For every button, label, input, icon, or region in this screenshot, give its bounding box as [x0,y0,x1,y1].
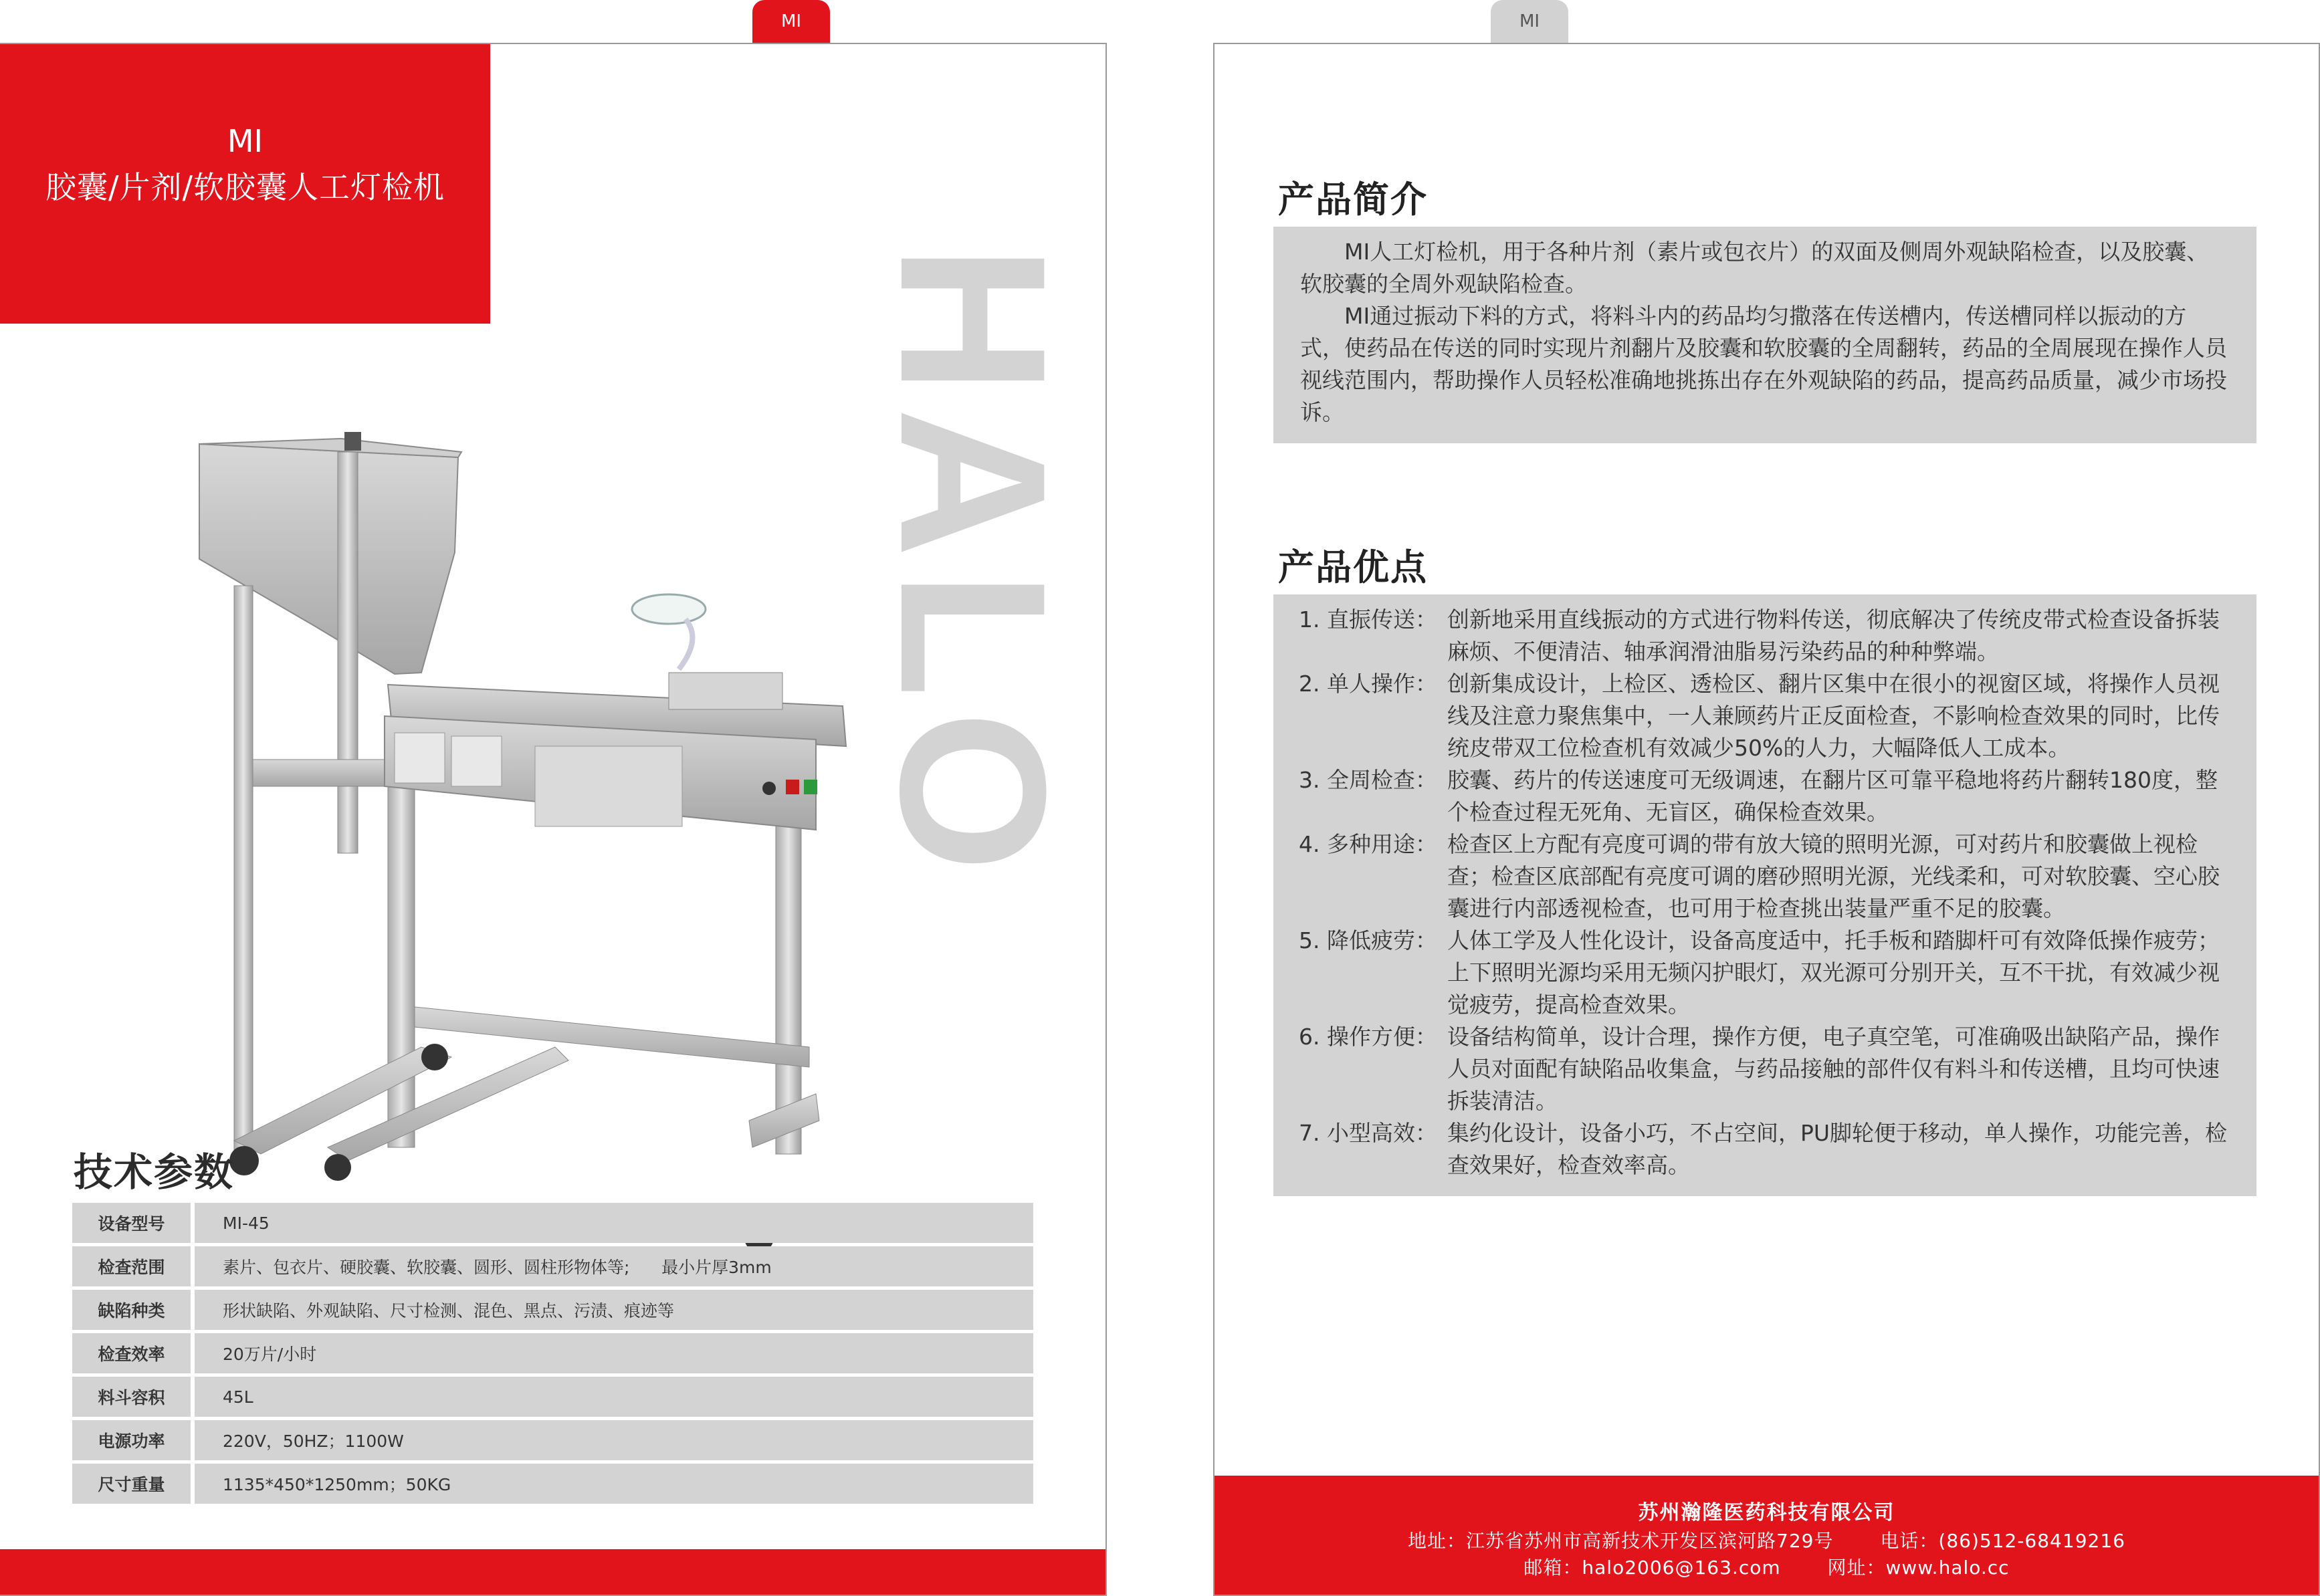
footer-company: 苏州瀚隆医药科技有限公司 [1638,1501,1895,1524]
advantage-text: 设备结构简单，设计合理，操作方便，电子真空笔，可准确吸出缺陷产品，操作人员对面配有缺陷品收集盒，与药品接触的部件仅有料斗和传送槽，且均可快速拆装清洁。 [1447,1024,2220,1114]
page-tab-right: MI [1491,0,1568,43]
spec-key: 尺寸重量 [72,1464,195,1504]
advantages-box [1273,594,2256,1196]
model-code: MI [227,123,263,159]
list-item [1299,604,2236,668]
spec-value: 45L [195,1377,1033,1417]
page-tab-left: MI [752,0,830,43]
advantage-label: 3. 全周检查： [1299,767,1437,793]
advantage-text: 检查区上方配有亮度可调的带有放大镜的照明光源，可对药片和胶囊做上视检查；检查区底部配有亮度可调的磨砂照明光源，光线柔和，可对软胶囊、空心胶囊进行内部透视检查，也可用于检查挑出装量严重不足的胶囊。 [1447,831,2220,921]
table-row [72,1377,1033,1417]
advantage-text: 胶囊、药片的传送速度可无级调速，在翻片区可靠平稳地将药片翻转180度，整个检查过程无死角、无盲区，确保检查效果。 [1447,767,2218,825]
spec-key: 电源功率 [72,1420,195,1460]
bottom-bar [0,1549,1105,1595]
left-page [0,43,1107,1596]
title-block [0,44,490,324]
list-item [1299,1021,2236,1117]
list-item [1299,668,2236,764]
table-row [72,1290,1033,1330]
footer-address: 地址：江苏省苏州市高新技术开发区滨河路729号 [1408,1530,1834,1552]
spec-table [72,1200,1033,1507]
advantage-text: 人体工学及人性化设计，设备高度适中，托手板和踏脚杆可有效降低操作疲劳；上下照明光源均采用无频闪护眼灯，双光源可分别开关，互不干扰，有效减少视觉疲劳，提高检查效果。 [1447,927,2220,1018]
spec-value: 20万片/小时 [195,1333,1033,1373]
table-row [72,1203,1033,1243]
intro-box [1273,227,2256,443]
footer-phone: 电话：(86)512-68419216 [1880,1530,2125,1552]
spec-value: MI-45 [195,1203,1033,1243]
list-item [1299,1117,2236,1181]
spec-key: 检查效率 [72,1333,195,1373]
spec-key: 缺陷种类 [72,1290,195,1330]
advantage-text: 集约化设计，设备小巧，不占空间，PU脚轮便于移动，单人操作，功能完善，检查效果好，检查效率高。 [1447,1120,2228,1178]
advantage-label: 1. 直振传送： [1299,606,1437,633]
spec-key: 检查范围 [72,1246,195,1286]
table-row [72,1333,1033,1373]
advantage-label: 7. 小型高效： [1299,1120,1437,1146]
intro-paragraph: MI通过振动下料的方式，将料斗内的药品均匀撒落在传送槽内，传送槽同样以振动的方式，使药品在传送的同时实现片剂翻片及胶囊和软胶囊的全周翻转，药品的全周展现在操作人员视线范围内，帮助操作人员轻松准确地挑拣出存在外观缺陷的药品，提高药品质量，减少市场投诉。 [1300,303,2227,425]
list-item [1299,764,2236,828]
right-page [1213,43,2320,1596]
advantage-label: 2. 单人操作： [1299,671,1437,697]
spec-key: 料斗容积 [72,1377,195,1417]
advantage-text: 创新地采用直线振动的方式进行物料传送，彻底解决了传统皮带式检查设备拆装麻烦、不便清洁、轴承润滑油脂易污染药品的种种弊端。 [1447,606,2220,665]
spec-key: 设备型号 [72,1203,195,1243]
advantages-heading: 产品优点 [1278,546,1428,588]
spec-value: 220V，50HZ；1100W [195,1420,1033,1460]
footer-email: 邮箱：halo2006@163.com [1523,1557,1781,1579]
spec-value: 1135*450*1250mm；50KG [195,1464,1033,1504]
spec-value: 素片、包衣片、硬胶囊、软胶囊、圆形、圆柱形物体等; 最小片厚3mm [195,1246,1033,1286]
advantage-text: 创新集成设计，上检区、透检区、翻片区集中在很小的视窗区域，将操作人员视线及注意力聚焦集中，一人兼顾药片正反面检查，不影响检查效果的同时，比传统皮带双工位检查机有效减少50%的人力，大幅降低人工成本。 [1447,671,2220,761]
machine-photo [194,385,856,1254]
footer [1215,1476,2319,1595]
table-row [72,1464,1033,1504]
advantage-label: 4. 多种用途： [1299,831,1437,857]
footer-website[interactable]: 网址：www.halo.cc [1827,1557,2010,1579]
intro-heading: 产品简介 [1278,179,1428,221]
spec-heading: 技术参数 [74,1149,235,1195]
spec-value: 形状缺陷、外观缺陷、尺寸检测、混色、黑点、污渍、痕迹等 [195,1290,1033,1330]
advantage-label: 6. 操作方便： [1299,1024,1437,1050]
intro-paragraph: MI人工灯检机，用于各种片剂（素片或包衣片）的双面及侧周外观缺陷检查，以及胶囊、软胶囊的全周外观缺陷检查。 [1300,239,2209,297]
product-name: 胶囊/片剂/软胶囊人工灯检机 [45,169,445,205]
list-item [1299,925,2236,1021]
table-row [72,1246,1033,1286]
table-row [72,1420,1033,1460]
brand-watermark: HALO [857,245,1089,886]
list-item [1299,828,2236,925]
advantage-label: 5. 降低疲劳： [1299,927,1437,953]
